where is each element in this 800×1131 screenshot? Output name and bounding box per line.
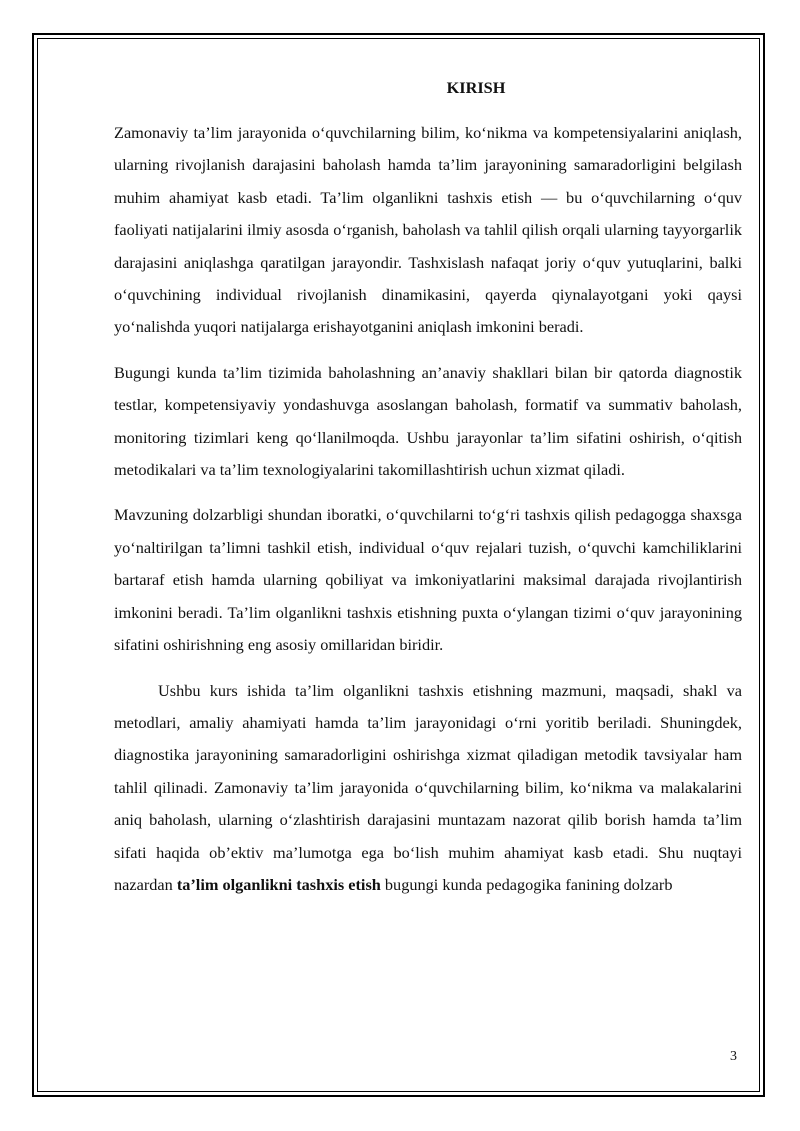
paragraph-2: Bugungi kunda ta’lim tizimida baholashning an’anaviy shakllari bilan bir qatorda diagnostik testlar, kompetensiyaviy yondashuvga asoslangan baholash, formatif va summativ baholash, monitoring tizimlari keng qo‘llanilmoqda. Ushbu jarayonlar ta’lim sifatini oshirish, o‘qitish metodikalari va ta’lim texnologiyalarini takomillashtirish uchun xizmat qiladi. [114, 362, 742, 480]
document-body [114, 72, 742, 914]
paragraph-4-text-end: bugungi kunda pedagogika fanining dolzarb [380, 874, 673, 894]
paragraph-4-text-start: Ushbu kurs ishida ta’lim olganlikni tashxis etishning mazmuni, maqsadi, shakl va metodlari, amaliy ahamiyati hamda ta’lim jarayonidagi o‘rni yoritib beriladi. Shuningdek, diagnostika jarayonining samaradorligini oshirishga xizmat qiladigan metodik tavsiyalar ham tahlil qilinadi. Zamonaviy ta’lim jarayonida o‘quvchilarning bilim, ko‘nikma va malakalarini aniq baholash, ularning o‘zlashtirish darajasini muntazam nazorat qilib borish hamda ta’lim sifati haqida ob’ektiv ma’lumotga ega bo‘lish muhim ahamiyat kasb etadi. Shu nuqtayi nazardan [114, 680, 742, 894]
paragraph-3: Mavzuning dolzarbligi shundan iboratki, o‘quvchilarni to‘g‘ri tashxis qilish pedagogga shaxsga yo‘naltirilgan ta’limni tashkil etish, individual o‘quv rejalari tuzish, o‘quvchi kamchiliklarini bartaraf etish hamda ularning qobiliyat va imkoniyatlarini maksimal darajada rivojlantirish imkonini beradi. Ta’lim olganlikni tashxis etishning puxta o‘ylangan tizimi o‘quv jarayonining sifatini oshirishning eng asosiy omillaridan biridir. [114, 505, 742, 655]
section-title: KIRISH [446, 78, 506, 97]
paragraph-4 [114, 675, 742, 902]
paragraph-4-bold-term: ta’lim olganlikni tashxis etish [176, 874, 381, 894]
paragraph-1: Zamonaviy ta’lim jarayonida o‘quvchilarning bilim, ko‘nikma va kompetensiyalarini aniqlash, ularning rivojlanish darajasini baholash hamda ta’lim jarayonining samaradorligini belgilash muhim ahamiyat kasb etadi. Ta’lim olganlikni tashxis etish — bu o‘quvchilarning o‘quv faoliyati natijalarini ilmiy asosda o‘rganish, baholash va tahlil qilish orqali ularning tayyorgarlik darajasini aniqlashga qaratilgan jarayondir. Tashxislash nafaqat joriy o‘quv yutuqlarini, balki o‘quvchining individual rivojlanish dinamikasini, qayerda qiynalayotgani yoki qaysi yo‘nalishda yuqori natijalarga erishayotganini aniqlash imkonini beradi. [114, 123, 742, 337]
page-number: 3 [730, 1049, 737, 1064]
